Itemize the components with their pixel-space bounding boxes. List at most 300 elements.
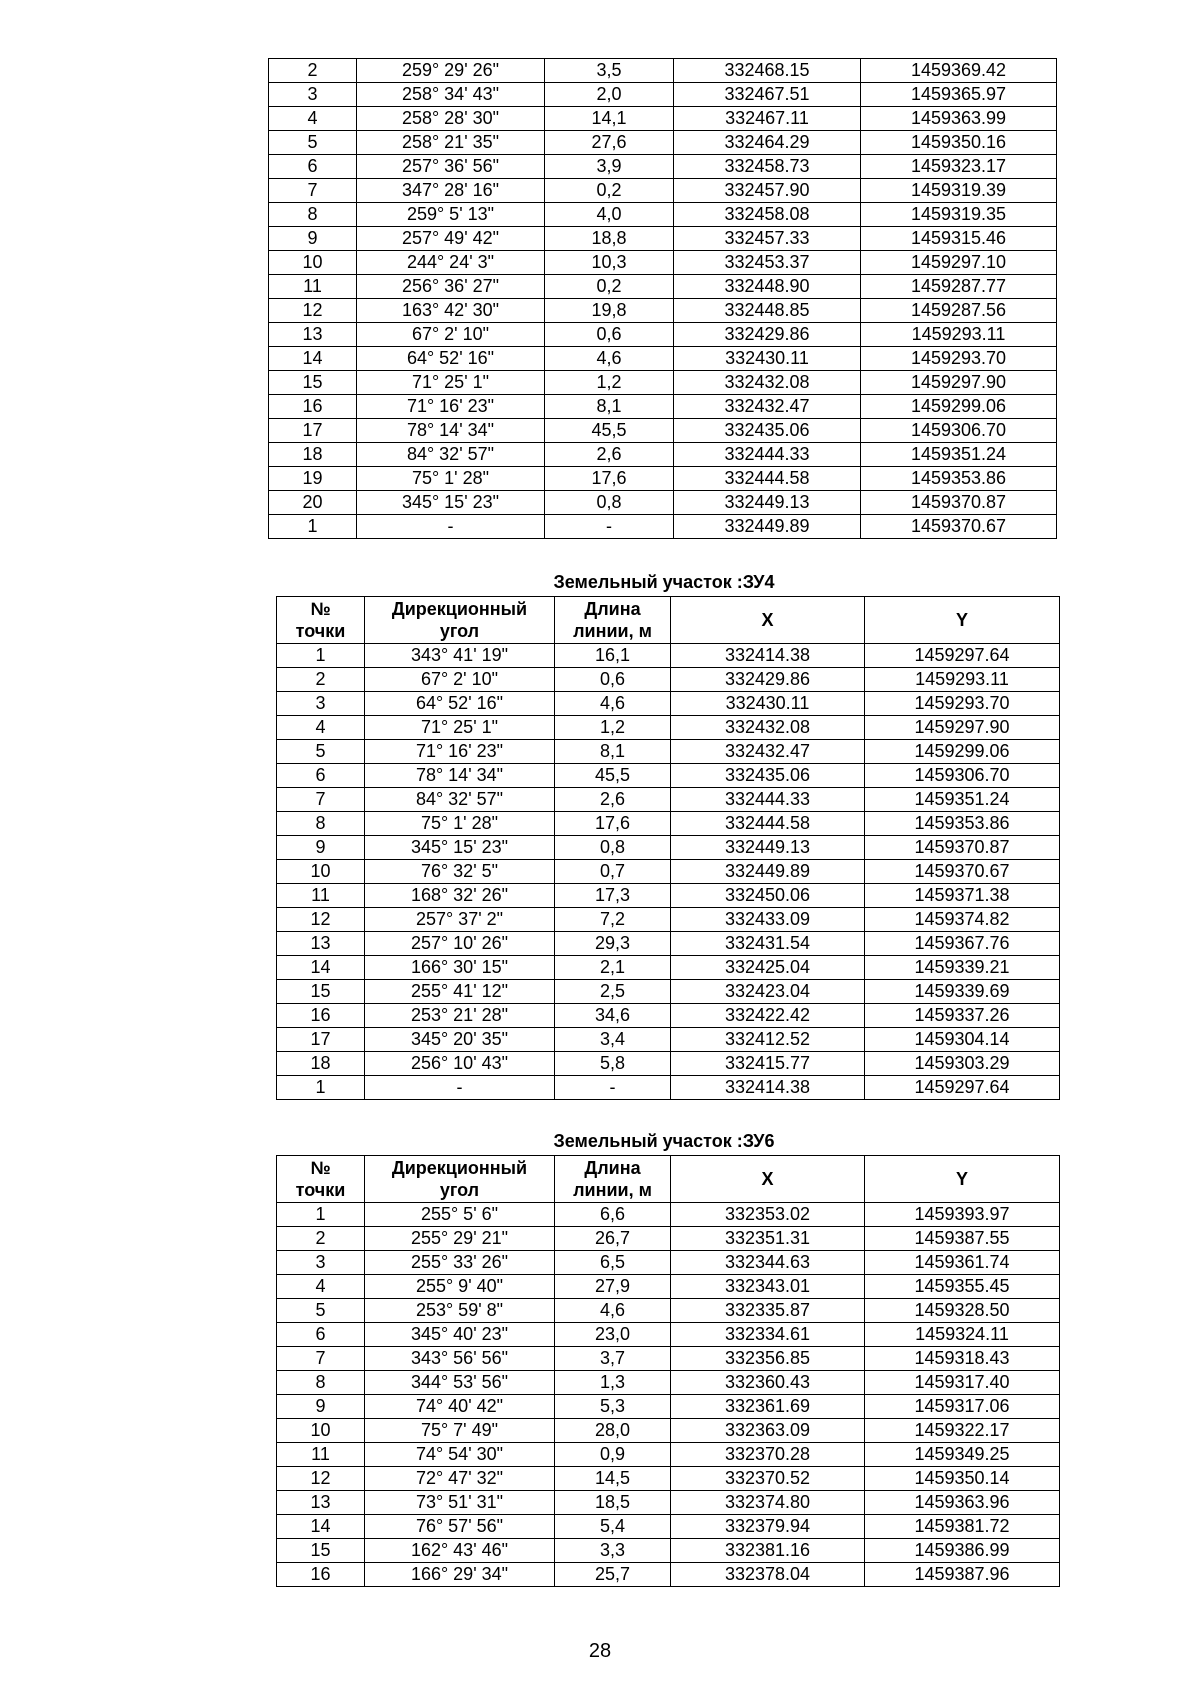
cell-direction-angle: 255° 5' 6"	[365, 1203, 555, 1227]
cell-x: 332467.11	[674, 107, 861, 131]
cell-x: 332422.42	[671, 1004, 865, 1028]
cell-line-length: 18,5	[555, 1491, 671, 1515]
cell-x: 332449.13	[674, 491, 861, 515]
table-row	[269, 131, 1057, 155]
table-header-row	[277, 1156, 1060, 1203]
table-row	[277, 908, 1060, 932]
cell-x: 332467.51	[674, 83, 861, 107]
cell-line-length: 5,8	[555, 1052, 671, 1076]
cell-line-length: 17,6	[555, 812, 671, 836]
cell-direction-angle: 76° 32' 5"	[365, 860, 555, 884]
table-row	[277, 1323, 1060, 1347]
cell-line-length: 2,6	[545, 443, 674, 467]
cell-y: 1459381.72	[865, 1515, 1060, 1539]
cell-x: 332444.33	[671, 788, 865, 812]
cell-line-length: 19,8	[545, 299, 674, 323]
cell-y: 1459370.67	[865, 860, 1060, 884]
cell-direction-angle: 71° 25' 1"	[357, 371, 545, 395]
cell-y: 1459339.69	[865, 980, 1060, 1004]
cell-point-number: 11	[269, 275, 357, 299]
cell-point-number: 6	[277, 764, 365, 788]
cell-point-number: 12	[269, 299, 357, 323]
cell-x: 332360.43	[671, 1371, 865, 1395]
cell-direction-angle: 257° 49' 42"	[357, 227, 545, 251]
cell-y: 1459319.35	[861, 203, 1057, 227]
cell-direction-angle: 166° 30' 15"	[365, 956, 555, 980]
section-title-zu6: Земельный участок :ЗУ6	[553, 1131, 775, 1151]
cell-x: 332449.89	[671, 860, 865, 884]
cell-y: 1459297.64	[865, 1076, 1060, 1100]
table-row	[269, 59, 1057, 83]
table-row	[277, 932, 1060, 956]
cell-y: 1459386.99	[865, 1539, 1060, 1563]
header-x: X	[671, 1156, 865, 1203]
table-row	[277, 956, 1060, 980]
header-x: X	[671, 597, 865, 644]
table-header-row	[277, 597, 1060, 644]
cell-line-length: 29,3	[555, 932, 671, 956]
cell-y: 1459367.76	[865, 932, 1060, 956]
cell-direction-angle: 258° 21' 35"	[357, 131, 545, 155]
cell-y: 1459363.96	[865, 1491, 1060, 1515]
cell-point-number: 5	[277, 1299, 365, 1323]
cell-x: 332457.90	[674, 179, 861, 203]
cell-y: 1459287.77	[861, 275, 1057, 299]
cell-direction-angle: 255° 9' 40"	[365, 1275, 555, 1299]
cell-y: 1459319.39	[861, 179, 1057, 203]
cell-y: 1459297.64	[865, 644, 1060, 668]
cell-direction-angle: 162° 43' 46"	[365, 1539, 555, 1563]
cell-line-length: 3,7	[555, 1347, 671, 1371]
cell-line-length: 8,1	[555, 740, 671, 764]
cell-point-number: 18	[277, 1052, 365, 1076]
table-row	[277, 644, 1060, 668]
cell-direction-angle: -	[357, 515, 545, 539]
table-row	[269, 107, 1057, 131]
cell-point-number: 3	[277, 692, 365, 716]
table-row	[269, 467, 1057, 491]
cell-y: 1459387.55	[865, 1227, 1060, 1251]
cell-line-length: 2,5	[555, 980, 671, 1004]
table-body	[277, 1203, 1060, 1587]
table-row	[269, 395, 1057, 419]
cell-direction-angle: 344° 53' 56"	[365, 1371, 555, 1395]
cell-y: 1459293.11	[865, 668, 1060, 692]
coordinates-table-zu4	[276, 596, 1060, 1100]
table-row	[269, 323, 1057, 347]
cell-direction-angle: -	[365, 1076, 555, 1100]
table-body	[269, 59, 1057, 539]
cell-y: 1459299.06	[861, 395, 1057, 419]
cell-point-number: 3	[277, 1251, 365, 1275]
cell-x: 332343.01	[671, 1275, 865, 1299]
cell-x: 332412.52	[671, 1028, 865, 1052]
cell-y: 1459350.16	[861, 131, 1057, 155]
cell-direction-angle: 257° 36' 56"	[357, 155, 545, 179]
cell-y: 1459317.06	[865, 1395, 1060, 1419]
cell-line-length: -	[545, 515, 674, 539]
cell-direction-angle: 67° 2' 10"	[365, 668, 555, 692]
cell-y: 1459287.56	[861, 299, 1057, 323]
cell-point-number: 13	[277, 932, 365, 956]
cell-point-number: 8	[277, 812, 365, 836]
cell-y: 1459293.11	[861, 323, 1057, 347]
coordinates-table-continued	[268, 58, 1057, 539]
cell-line-length: 18,8	[545, 227, 674, 251]
cell-x: 332353.02	[671, 1203, 865, 1227]
cell-point-number: 14	[277, 956, 365, 980]
cell-line-length: 7,2	[555, 908, 671, 932]
cell-x: 332335.87	[671, 1299, 865, 1323]
cell-y: 1459371.38	[865, 884, 1060, 908]
cell-direction-angle: 256° 10' 43"	[365, 1052, 555, 1076]
cell-line-length: 8,1	[545, 395, 674, 419]
cell-y: 1459297.10	[861, 251, 1057, 275]
cell-direction-angle: 255° 29' 21"	[365, 1227, 555, 1251]
cell-line-length: 34,6	[555, 1004, 671, 1028]
cell-point-number: 16	[269, 395, 357, 419]
cell-y: 1459349.25	[865, 1443, 1060, 1467]
table-row	[277, 1004, 1060, 1028]
cell-point-number: 4	[277, 716, 365, 740]
cell-y: 1459369.42	[861, 59, 1057, 83]
cell-point-number: 2	[269, 59, 357, 83]
table-row	[277, 1052, 1060, 1076]
cell-x: 332431.54	[671, 932, 865, 956]
cell-y: 1459339.21	[865, 956, 1060, 980]
cell-x: 332450.06	[671, 884, 865, 908]
cell-y: 1459374.82	[865, 908, 1060, 932]
cell-point-number: 16	[277, 1563, 365, 1587]
cell-direction-angle: 74° 40' 42"	[365, 1395, 555, 1419]
cell-y: 1459318.43	[865, 1347, 1060, 1371]
cell-point-number: 4	[277, 1275, 365, 1299]
table-row	[269, 179, 1057, 203]
cell-direction-angle: 259° 29' 26"	[357, 59, 545, 83]
cell-line-length: 25,7	[555, 1563, 671, 1587]
table-row	[277, 668, 1060, 692]
cell-direction-angle: 255° 41' 12"	[365, 980, 555, 1004]
cell-line-length: -	[555, 1076, 671, 1100]
cell-y: 1459306.70	[865, 764, 1060, 788]
cell-direction-angle: 78° 14' 34"	[357, 419, 545, 443]
cell-line-length: 2,0	[545, 83, 674, 107]
cell-y: 1459351.24	[861, 443, 1057, 467]
table-row	[277, 1251, 1060, 1275]
cell-direction-angle: 343° 41' 19"	[365, 644, 555, 668]
header-line-length: Длина линии, м	[555, 597, 671, 644]
table-body	[277, 644, 1060, 1100]
cell-y: 1459293.70	[865, 692, 1060, 716]
cell-point-number: 9	[277, 1395, 365, 1419]
cell-y: 1459353.86	[861, 467, 1057, 491]
table-row	[269, 443, 1057, 467]
cell-direction-angle: 345° 15' 23"	[365, 836, 555, 860]
cell-line-length: 1,3	[555, 1371, 671, 1395]
table-row	[277, 1275, 1060, 1299]
cell-y: 1459322.17	[865, 1419, 1060, 1443]
cell-line-length: 0,7	[555, 860, 671, 884]
cell-direction-angle: 84° 32' 57"	[365, 788, 555, 812]
cell-line-length: 10,3	[545, 251, 674, 275]
cell-line-length: 0,8	[545, 491, 674, 515]
cell-y: 1459353.86	[865, 812, 1060, 836]
table-row	[269, 515, 1057, 539]
cell-direction-angle: 257° 37' 2"	[365, 908, 555, 932]
coordinates-table-zu6	[276, 1155, 1060, 1587]
cell-direction-angle: 71° 16' 23"	[357, 395, 545, 419]
cell-point-number: 17	[277, 1028, 365, 1052]
cell-line-length: 2,6	[555, 788, 671, 812]
cell-direction-angle: 255° 33' 26"	[365, 1251, 555, 1275]
table-row	[277, 1467, 1060, 1491]
table-row	[277, 1539, 1060, 1563]
cell-y: 1459328.50	[865, 1299, 1060, 1323]
cell-x: 332381.16	[671, 1539, 865, 1563]
cell-x: 332361.69	[671, 1395, 865, 1419]
cell-point-number: 5	[269, 131, 357, 155]
cell-direction-angle: 345° 20' 35"	[365, 1028, 555, 1052]
cell-x: 332370.28	[671, 1443, 865, 1467]
cell-line-length: 23,0	[555, 1323, 671, 1347]
cell-direction-angle: 75° 1' 28"	[357, 467, 545, 491]
cell-point-number: 6	[277, 1323, 365, 1347]
cell-y: 1459317.40	[865, 1371, 1060, 1395]
cell-y: 1459370.67	[861, 515, 1057, 539]
cell-direction-angle: 64° 52' 16"	[357, 347, 545, 371]
cell-point-number: 9	[269, 227, 357, 251]
cell-direction-angle: 74° 54' 30"	[365, 1443, 555, 1467]
cell-x: 332458.08	[674, 203, 861, 227]
cell-x: 332433.09	[671, 908, 865, 932]
cell-y: 1459337.26	[865, 1004, 1060, 1028]
cell-direction-angle: 343° 56' 56"	[365, 1347, 555, 1371]
cell-line-length: 3,9	[545, 155, 674, 179]
cell-direction-angle: 345° 15' 23"	[357, 491, 545, 515]
cell-line-length: 3,5	[545, 59, 674, 83]
cell-direction-angle: 73° 51' 31"	[365, 1491, 555, 1515]
cell-point-number: 1	[277, 644, 365, 668]
cell-line-length: 4,0	[545, 203, 674, 227]
cell-y: 1459365.97	[861, 83, 1057, 107]
cell-point-number: 14	[269, 347, 357, 371]
table-row	[277, 1203, 1060, 1227]
header-point-number: № точки	[277, 597, 365, 644]
header-y: Y	[865, 597, 1060, 644]
cell-y: 1459303.29	[865, 1052, 1060, 1076]
table-row	[269, 155, 1057, 179]
cell-x: 332435.06	[674, 419, 861, 443]
cell-line-length: 45,5	[545, 419, 674, 443]
header-point-number: № точки	[277, 1156, 365, 1203]
cell-x: 332370.52	[671, 1467, 865, 1491]
table-row	[277, 692, 1060, 716]
cell-point-number: 2	[277, 668, 365, 692]
cell-direction-angle: 84° 32' 57"	[357, 443, 545, 467]
cell-direction-angle: 347° 28' 16"	[357, 179, 545, 203]
cell-line-length: 17,6	[545, 467, 674, 491]
cell-line-length: 17,3	[555, 884, 671, 908]
cell-x: 332363.09	[671, 1419, 865, 1443]
cell-point-number: 3	[269, 83, 357, 107]
cell-direction-angle: 244° 24' 3"	[357, 251, 545, 275]
cell-line-length: 4,6	[555, 692, 671, 716]
cell-point-number: 8	[277, 1371, 365, 1395]
cell-point-number: 6	[269, 155, 357, 179]
cell-x: 332457.33	[674, 227, 861, 251]
cell-y: 1459355.45	[865, 1275, 1060, 1299]
cell-x: 332356.85	[671, 1347, 865, 1371]
cell-line-length: 14,1	[545, 107, 674, 131]
cell-line-length: 2,1	[555, 956, 671, 980]
cell-direction-angle: 253° 21' 28"	[365, 1004, 555, 1028]
table-row	[277, 1347, 1060, 1371]
cell-x: 332429.86	[674, 323, 861, 347]
cell-y: 1459293.70	[861, 347, 1057, 371]
cell-x: 332415.77	[671, 1052, 865, 1076]
cell-line-length: 14,5	[555, 1467, 671, 1491]
cell-x: 332432.08	[674, 371, 861, 395]
cell-y: 1459363.99	[861, 107, 1057, 131]
cell-y: 1459304.14	[865, 1028, 1060, 1052]
cell-x: 332458.73	[674, 155, 861, 179]
cell-x: 332444.58	[671, 812, 865, 836]
cell-line-length: 6,6	[555, 1203, 671, 1227]
cell-direction-angle: 166° 29' 34"	[365, 1563, 555, 1587]
cell-line-length: 3,3	[555, 1539, 671, 1563]
table-row	[277, 980, 1060, 1004]
cell-direction-angle: 78° 14' 34"	[365, 764, 555, 788]
cell-x: 332379.94	[671, 1515, 865, 1539]
cell-point-number: 5	[277, 740, 365, 764]
cell-point-number: 10	[269, 251, 357, 275]
cell-line-length: 0,9	[555, 1443, 671, 1467]
table-row	[277, 1443, 1060, 1467]
cell-x: 332378.04	[671, 1563, 865, 1587]
cell-direction-angle: 64° 52' 16"	[365, 692, 555, 716]
cell-y: 1459351.24	[865, 788, 1060, 812]
cell-direction-angle: 258° 28' 30"	[357, 107, 545, 131]
cell-x: 332429.86	[671, 668, 865, 692]
table-row	[277, 788, 1060, 812]
cell-x: 332464.29	[674, 131, 861, 155]
cell-line-length: 3,4	[555, 1028, 671, 1052]
cell-point-number: 15	[277, 980, 365, 1004]
cell-x: 332414.38	[671, 644, 865, 668]
cell-direction-angle: 163° 42' 30"	[357, 299, 545, 323]
cell-line-length: 0,8	[555, 836, 671, 860]
cell-x: 332449.89	[674, 515, 861, 539]
cell-y: 1459315.46	[861, 227, 1057, 251]
table-row	[277, 812, 1060, 836]
cell-direction-angle: 256° 36' 27"	[357, 275, 545, 299]
cell-point-number: 15	[269, 371, 357, 395]
cell-point-number: 13	[277, 1491, 365, 1515]
cell-line-length: 1,2	[555, 716, 671, 740]
table-row	[269, 251, 1057, 275]
table-row	[269, 299, 1057, 323]
cell-x: 332414.38	[671, 1076, 865, 1100]
cell-point-number: 7	[269, 179, 357, 203]
cell-x: 332374.80	[671, 1491, 865, 1515]
cell-direction-angle: 71° 16' 23"	[365, 740, 555, 764]
section-title-zu4: Земельный участок :ЗУ4	[553, 572, 775, 592]
cell-point-number: 11	[277, 884, 365, 908]
table-row	[269, 275, 1057, 299]
cell-point-number: 13	[269, 323, 357, 347]
cell-x: 332430.11	[671, 692, 865, 716]
cell-point-number: 14	[277, 1515, 365, 1539]
cell-x: 332432.08	[671, 716, 865, 740]
cell-direction-angle: 72° 47' 32"	[365, 1467, 555, 1491]
cell-y: 1459299.06	[865, 740, 1060, 764]
cell-direction-angle: 67° 2' 10"	[357, 323, 545, 347]
table-row	[277, 1299, 1060, 1323]
cell-point-number: 4	[269, 107, 357, 131]
header-y: Y	[865, 1156, 1060, 1203]
cell-x: 332444.58	[674, 467, 861, 491]
table-row	[277, 1227, 1060, 1251]
cell-direction-angle: 258° 34' 43"	[357, 83, 545, 107]
cell-direction-angle: 71° 25' 1"	[365, 716, 555, 740]
cell-x: 332468.15	[674, 59, 861, 83]
cell-line-length: 4,6	[545, 347, 674, 371]
cell-point-number: 1	[269, 515, 357, 539]
table-row	[277, 716, 1060, 740]
cell-line-length: 0,2	[545, 275, 674, 299]
cell-x: 332448.90	[674, 275, 861, 299]
cell-line-length: 5,3	[555, 1395, 671, 1419]
cell-point-number: 10	[277, 860, 365, 884]
table-row	[277, 1371, 1060, 1395]
cell-line-length: 16,1	[555, 644, 671, 668]
cell-x: 332430.11	[674, 347, 861, 371]
cell-direction-angle: 257° 10' 26"	[365, 932, 555, 956]
header-line-length: Длина линии, м	[555, 1156, 671, 1203]
cell-point-number: 18	[269, 443, 357, 467]
cell-line-length: 28,0	[555, 1419, 671, 1443]
cell-y: 1459370.87	[865, 836, 1060, 860]
table-row	[269, 203, 1057, 227]
cell-direction-angle: 75° 7' 49"	[365, 1419, 555, 1443]
cell-direction-angle: 345° 40' 23"	[365, 1323, 555, 1347]
cell-y: 1459393.97	[865, 1203, 1060, 1227]
cell-point-number: 12	[277, 908, 365, 932]
table-row	[269, 419, 1057, 443]
table-row	[269, 347, 1057, 371]
table-row	[277, 1515, 1060, 1539]
cell-line-length: 45,5	[555, 764, 671, 788]
cell-point-number: 10	[277, 1419, 365, 1443]
cell-x: 332449.13	[671, 836, 865, 860]
cell-direction-angle: 76° 57' 56"	[365, 1515, 555, 1539]
table-row	[277, 1419, 1060, 1443]
cell-direction-angle: 168° 32' 26"	[365, 884, 555, 908]
cell-x: 332351.31	[671, 1227, 865, 1251]
table-row	[277, 884, 1060, 908]
table-row	[277, 1563, 1060, 1587]
table-row	[277, 740, 1060, 764]
cell-direction-angle: 75° 1' 28"	[365, 812, 555, 836]
cell-line-length: 1,2	[545, 371, 674, 395]
cell-point-number: 12	[277, 1467, 365, 1491]
cell-line-length: 27,6	[545, 131, 674, 155]
table-row	[277, 764, 1060, 788]
cell-y: 1459370.87	[861, 491, 1057, 515]
cell-y: 1459387.96	[865, 1563, 1060, 1587]
cell-x: 332423.04	[671, 980, 865, 1004]
cell-x: 332425.04	[671, 956, 865, 980]
